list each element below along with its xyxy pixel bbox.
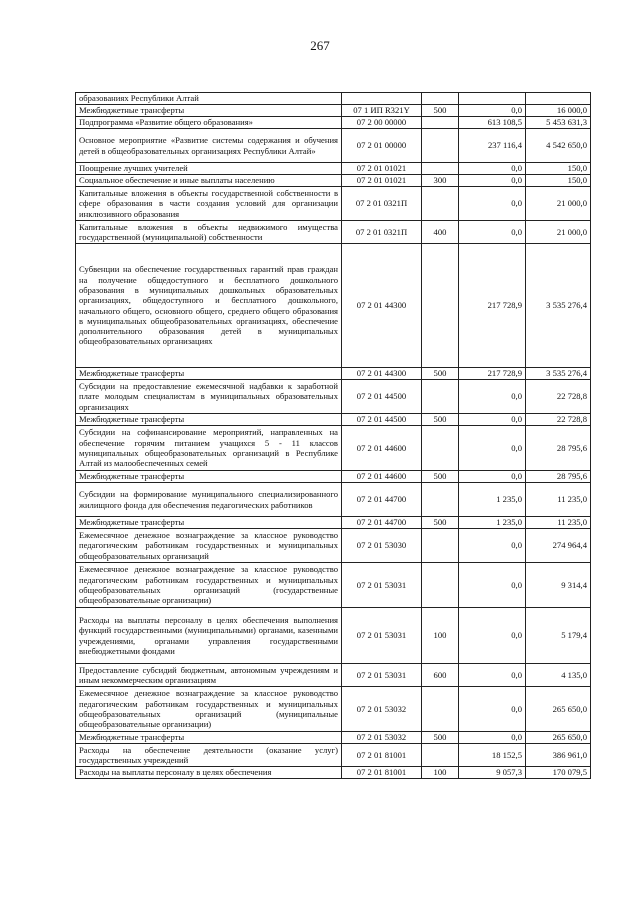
cell-expense-type <box>422 117 459 129</box>
table-row <box>76 221 591 244</box>
cell-amount-1: 0,0 <box>459 664 526 687</box>
cell-code: 07 2 01 44500 <box>342 414 422 426</box>
page-number: 267 <box>310 38 330 53</box>
cell-amount-1: 237 116,4 <box>459 129 526 163</box>
cell-amount-2 <box>526 93 591 105</box>
cell-amount-1: 0,0 <box>459 529 526 563</box>
cell-amount-2: 3 535 276,4 <box>526 244 591 368</box>
cell-code: 07 2 01 44600 <box>342 426 422 471</box>
cell-expense-type: 500 <box>422 517 459 529</box>
cell-amount-2: 265 650,0 <box>526 732 591 744</box>
cell-expense-type <box>422 744 459 767</box>
cell-code: 07 2 01 81001 <box>342 767 422 779</box>
cell-code: 07 2 01 44700 <box>342 517 422 529</box>
cell-name: Расходы на выплаты персоналу в целях обеспечения <box>76 767 342 779</box>
cell-amount-2: 16 000,0 <box>526 105 591 117</box>
cell-code: 07 2 01 01021 <box>342 175 422 187</box>
cell-amount-2: 5 179,4 <box>526 608 591 664</box>
cell-amount-2: 274 964,4 <box>526 529 591 563</box>
cell-name: Предоставление субсидий бюджетным, автономным учреждениям и иным некоммерческим организациям <box>76 664 342 687</box>
cell-name: Капитальные вложения в объекты государственной собственности в сфере образования в части создания условий для организации инклюзивного образования <box>76 187 342 221</box>
cell-amount-2: 150,0 <box>526 163 591 175</box>
cell-amount-2: 9 314,4 <box>526 563 591 608</box>
table-row <box>76 563 591 608</box>
cell-expense-type <box>422 129 459 163</box>
cell-expense-type: 500 <box>422 368 459 380</box>
table-row <box>76 414 591 426</box>
cell-amount-1 <box>459 93 526 105</box>
table-row <box>76 368 591 380</box>
cell-expense-type: 100 <box>422 608 459 664</box>
cell-code: 07 2 01 0321П <box>342 187 422 221</box>
cell-name: Межбюджетные трансферты <box>76 105 342 117</box>
cell-amount-2: 11 235,0 <box>526 517 591 529</box>
cell-amount-2: 5 453 631,3 <box>526 117 591 129</box>
cell-code: 07 1 ИП R321Y <box>342 105 422 117</box>
cell-code: 07 2 01 44700 <box>342 483 422 517</box>
cell-amount-1: 0,0 <box>459 105 526 117</box>
table-row <box>76 529 591 563</box>
cell-expense-type: 500 <box>422 471 459 483</box>
cell-name: Капитальные вложения в объекты недвижимого имущества государственной (муниципальной) собственности <box>76 221 342 244</box>
cell-amount-2: 386 961,0 <box>526 744 591 767</box>
cell-expense-type: 600 <box>422 664 459 687</box>
table-row <box>76 517 591 529</box>
cell-amount-1: 0,0 <box>459 414 526 426</box>
cell-code: 07 2 01 53032 <box>342 732 422 744</box>
cell-name: Подпрограмма «Развитие общего образования» <box>76 117 342 129</box>
table-row <box>76 93 591 105</box>
cell-amount-2: 21 000,0 <box>526 187 591 221</box>
cell-expense-type: 400 <box>422 221 459 244</box>
cell-expense-type <box>422 93 459 105</box>
cell-code: 07 2 01 53031 <box>342 563 422 608</box>
cell-code: 07 2 01 44500 <box>342 380 422 414</box>
cell-amount-2: 265 650,0 <box>526 687 591 732</box>
table-row <box>76 483 591 517</box>
budget-table-body <box>76 93 591 779</box>
cell-expense-type: 300 <box>422 175 459 187</box>
table-row <box>76 664 591 687</box>
cell-amount-1: 217 728,9 <box>459 368 526 380</box>
cell-code: 07 2 01 0321П <box>342 221 422 244</box>
table-row <box>76 732 591 744</box>
table-row <box>76 117 591 129</box>
cell-amount-2: 28 795,6 <box>526 471 591 483</box>
cell-name: Межбюджетные трансферты <box>76 368 342 380</box>
cell-amount-1: 1 235,0 <box>459 517 526 529</box>
table-row <box>76 767 591 779</box>
cell-amount-1: 9 057,3 <box>459 767 526 779</box>
cell-expense-type: 500 <box>422 105 459 117</box>
cell-amount-1: 0,0 <box>459 687 526 732</box>
cell-code: 07 2 01 44300 <box>342 368 422 380</box>
cell-amount-1: 0,0 <box>459 163 526 175</box>
cell-name: Ежемесячное денежное вознаграждение за классное руководство педагогическим работникам государственных и муниципальных общеобразовательных организаций (государственные общеобразовательные организации) <box>76 563 342 608</box>
cell-amount-2: 4 542 650,0 <box>526 129 591 163</box>
cell-name: образованиях Республики Алтай <box>76 93 342 105</box>
cell-expense-type <box>422 563 459 608</box>
table-row <box>76 744 591 767</box>
table-row <box>76 175 591 187</box>
cell-name: Межбюджетные трансферты <box>76 517 342 529</box>
cell-expense-type: 500 <box>422 732 459 744</box>
cell-name: Поощрение лучших учителей <box>76 163 342 175</box>
cell-expense-type <box>422 187 459 221</box>
cell-name: Социальное обеспечение и иные выплаты населению <box>76 175 342 187</box>
cell-code: 07 2 01 53030 <box>342 529 422 563</box>
cell-amount-2: 22 728,8 <box>526 380 591 414</box>
cell-code: 07 2 01 00000 <box>342 129 422 163</box>
cell-name: Межбюджетные трансферты <box>76 471 342 483</box>
cell-expense-type <box>422 529 459 563</box>
cell-code <box>342 93 422 105</box>
cell-amount-1: 0,0 <box>459 175 526 187</box>
table-row <box>76 163 591 175</box>
cell-amount-2: 150,0 <box>526 175 591 187</box>
cell-amount-1: 0,0 <box>459 426 526 471</box>
cell-amount-1: 0,0 <box>459 608 526 664</box>
cell-code: 07 2 01 44300 <box>342 244 422 368</box>
budget-table <box>75 92 591 779</box>
cell-name: Субсидии на предоставление ежемесячной надбавки к заработной плате молодым специалистам в муниципальных образовательных организациях <box>76 380 342 414</box>
cell-name: Ежемесячное денежное вознаграждение за классное руководство педагогическим работникам государственных и муниципальных общеобразовательных организаций (муниципальные общеобразовательные организации) <box>76 687 342 732</box>
cell-amount-2: 4 135,0 <box>526 664 591 687</box>
cell-amount-2: 3 535 276,4 <box>526 368 591 380</box>
cell-name: Межбюджетные трансферты <box>76 732 342 744</box>
cell-amount-2: 21 000,0 <box>526 221 591 244</box>
cell-name: Субсидии на формирование муниципального специализированного жилищного фонда для обеспечения педагогических работников <box>76 483 342 517</box>
cell-expense-type <box>422 244 459 368</box>
cell-amount-2: 22 728,8 <box>526 414 591 426</box>
table-row <box>76 608 591 664</box>
cell-amount-1: 613 108,5 <box>459 117 526 129</box>
table-row <box>76 244 591 368</box>
cell-code: 07 2 01 53031 <box>342 608 422 664</box>
cell-expense-type <box>422 163 459 175</box>
table-row <box>76 380 591 414</box>
cell-expense-type: 100 <box>422 767 459 779</box>
cell-code: 07 2 01 81001 <box>342 744 422 767</box>
cell-expense-type <box>422 687 459 732</box>
cell-code: 07 2 01 53031 <box>342 664 422 687</box>
cell-name: Расходы на выплаты персоналу в целях обеспечения выполнения функций государственными (муниципальными) органами, казенными учреждениями, органами управления государственными внебюджетными фондами <box>76 608 342 664</box>
cell-amount-1: 0,0 <box>459 563 526 608</box>
cell-amount-2: 11 235,0 <box>526 483 591 517</box>
cell-name: Субсидии на софинансирование мероприятий, направленных на обеспечение горячим питанием учащихся 5 - 11 классов муниципальных общеобразовательных организаций в Республике Алтай из малообеспеченных семей <box>76 426 342 471</box>
cell-amount-1: 217 728,9 <box>459 244 526 368</box>
cell-name: Субвенции на обеспечение государственных гарантий прав граждан на получение общедоступного и бесплатного дошкольного образования в муниципальных дошкольных образовательных организациях, общедоступного и бесплатного дошкольного, начального общего, основного общего, среднего общего образования в муниципальных общеобразовательных организациях, обеспечение дополнительного образования детей в муниципальных общеобразовательных организациях <box>76 244 342 368</box>
cell-amount-1: 0,0 <box>459 732 526 744</box>
cell-code: 07 2 01 44600 <box>342 471 422 483</box>
cell-amount-1: 1 235,0 <box>459 483 526 517</box>
cell-code: 07 2 01 01021 <box>342 163 422 175</box>
cell-expense-type <box>422 483 459 517</box>
cell-expense-type <box>422 426 459 471</box>
table-row <box>76 471 591 483</box>
cell-name: Расходы на обеспечение деятельности (оказание услуг) государственных учреждений <box>76 744 342 767</box>
table-row <box>76 105 591 117</box>
cell-amount-2: 170 079,5 <box>526 767 591 779</box>
cell-name: Основное мероприятие «Развитие системы содержания и обучения детей в общеобразовательных организациях Республики Алтай» <box>76 129 342 163</box>
table-row <box>76 687 591 732</box>
cell-amount-1: 18 152,5 <box>459 744 526 767</box>
cell-name: Межбюджетные трансферты <box>76 414 342 426</box>
cell-name: Ежемесячное денежное вознаграждение за классное руководство педагогическим работникам государственных и муниципальных общеобразовательных организаций <box>76 529 342 563</box>
table-row <box>76 426 591 471</box>
cell-expense-type <box>422 380 459 414</box>
cell-expense-type: 500 <box>422 414 459 426</box>
cell-amount-1: 0,0 <box>459 471 526 483</box>
table-row <box>76 187 591 221</box>
cell-amount-1: 0,0 <box>459 380 526 414</box>
cell-code: 07 2 00 00000 <box>342 117 422 129</box>
cell-amount-1: 0,0 <box>459 221 526 244</box>
cell-amount-1: 0,0 <box>459 187 526 221</box>
cell-code: 07 2 01 53032 <box>342 687 422 732</box>
cell-amount-2: 28 795,6 <box>526 426 591 471</box>
table-row <box>76 129 591 163</box>
